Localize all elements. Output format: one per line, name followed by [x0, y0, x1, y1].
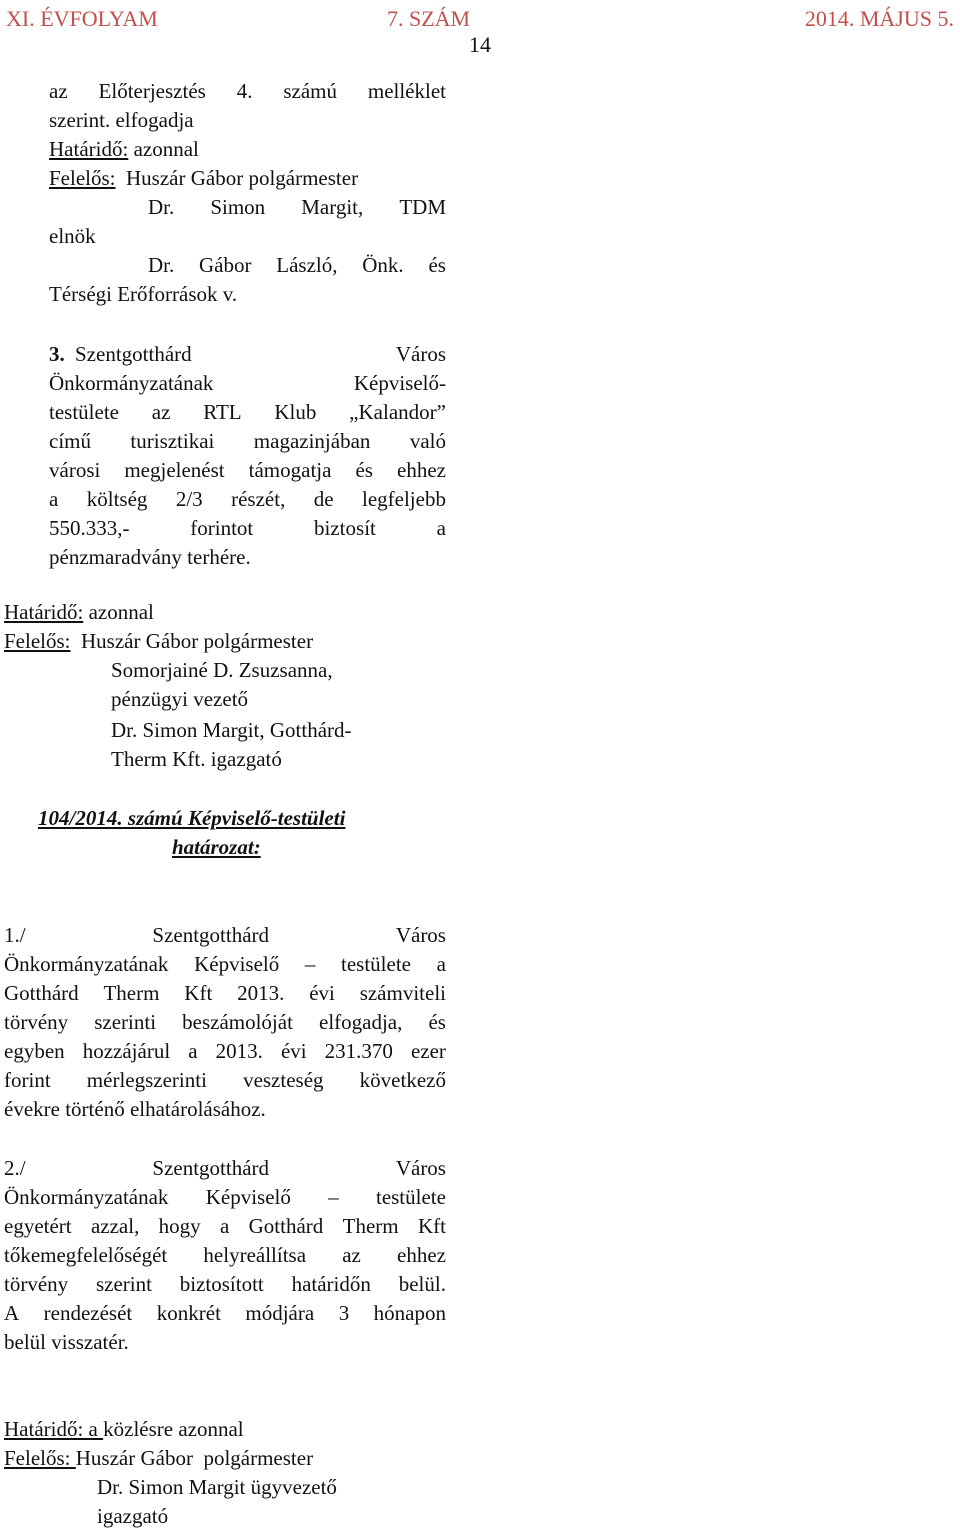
word: TDM — [399, 195, 446, 219]
block2-line-2 — [49, 369, 446, 398]
date-label: 2014. MÁJUS 5. — [804, 6, 954, 31]
word: turisztikai — [130, 429, 215, 453]
block1-resp-line-2 — [148, 193, 446, 222]
word: Therm — [103, 981, 160, 1005]
word: elfogadja, — [319, 1010, 403, 1034]
responsible-label: Felelős: — [4, 629, 71, 653]
para2-line-5 — [4, 1270, 446, 1299]
word: 2013. — [237, 981, 285, 1005]
deadline-label: Határidő: — [4, 600, 84, 624]
para1-line-3 — [4, 979, 446, 1008]
word: ehhez — [397, 458, 446, 482]
word: rendezését — [43, 1301, 133, 1325]
deadline-value: közlésre azonnal — [103, 1417, 244, 1441]
block1-resp-line-3: elnök — [49, 224, 96, 248]
para2-line-6 — [4, 1299, 446, 1328]
para2-line-7: belül visszatér. — [4, 1330, 129, 1354]
word: való — [409, 429, 446, 453]
word: szerinti — [94, 1010, 157, 1034]
word: határidőn — [291, 1272, 371, 1296]
word: 2/3 — [175, 487, 203, 511]
word: mérlegszerinti — [86, 1068, 207, 1092]
word: Képviselő — [194, 952, 280, 976]
block2-line-1 — [75, 340, 446, 369]
word: egyben — [4, 1039, 65, 1063]
word: az — [151, 400, 171, 424]
word: Margit, — [301, 195, 364, 219]
word: a — [436, 952, 446, 976]
footer-resp-extra-1: Dr. Simon Margit ügyvezető — [97, 1475, 337, 1499]
word: – — [304, 952, 316, 976]
word: törvény — [4, 1010, 69, 1034]
word: számviteli — [359, 981, 446, 1005]
resolution-heading: 104/2014. számú Képviselő-testületi — [38, 806, 346, 830]
footer-responsible — [4, 1444, 446, 1473]
para1-line-5 — [4, 1037, 446, 1066]
word: belül. — [398, 1272, 446, 1296]
word: Előterjesztés — [98, 79, 206, 103]
responsible-value: Huszár Gábor polgármester — [70, 629, 314, 653]
word: és — [428, 253, 446, 277]
word: költség — [86, 487, 148, 511]
deadline-value: azonnal — [128, 137, 199, 161]
word: RTL — [203, 400, 242, 424]
block2-line-8: pénzmaradvány terhére. — [49, 545, 251, 569]
para2-line-1 — [4, 1154, 446, 1183]
word: hozzájárul — [82, 1039, 171, 1063]
block2-line-7 — [49, 514, 446, 543]
word: veszteség — [243, 1068, 324, 1092]
para2-line-3 — [4, 1212, 446, 1241]
word: Gotthárd — [4, 981, 79, 1005]
word: 2013. — [215, 1039, 263, 1063]
page-number: 14 — [469, 32, 491, 57]
word: ezer — [410, 1039, 446, 1063]
issue-label: 7. SZÁM — [387, 6, 471, 31]
para1-line-4 — [4, 1008, 446, 1037]
word: – — [328, 1185, 339, 1209]
para1-line-7: évekre történő elhatárolásához. — [4, 1097, 266, 1121]
responsible-value: Huszár Gábor polgármester — [115, 166, 359, 190]
word: testülete — [341, 952, 411, 976]
word: forintot — [190, 516, 254, 540]
word: testülete — [375, 1185, 446, 1209]
block2-resp-extra-1: Somorjainé D. Zsuzsanna, — [111, 658, 333, 682]
word: a — [49, 487, 59, 511]
page-header — [0, 2, 960, 32]
word: című — [49, 429, 91, 453]
word: 1./ — [4, 923, 26, 947]
word: a — [188, 1039, 198, 1063]
word: évi — [280, 1039, 307, 1063]
word: Szentgotthárd — [75, 342, 192, 366]
word: Szentgotthárd — [152, 923, 270, 947]
word: 550.333,- — [49, 516, 130, 540]
word: hónapon — [373, 1301, 446, 1325]
word: Therm — [342, 1214, 399, 1238]
block2-line-6 — [49, 485, 446, 514]
word: 2./ — [4, 1156, 26, 1180]
block1-responsible — [49, 164, 446, 193]
block2-line-3 — [49, 398, 446, 427]
word: Város — [395, 923, 446, 947]
word: Szentgotthárd — [152, 1156, 270, 1180]
word: Város — [395, 342, 446, 366]
para2-line-2 — [4, 1183, 446, 1212]
word: forint — [4, 1068, 51, 1092]
word: helyreállítsa — [203, 1243, 307, 1267]
block2-resp-extra-3: Dr. Simon Margit, Gotthárd- — [111, 718, 352, 742]
block2-deadline — [4, 598, 446, 627]
word: részét, — [231, 487, 286, 511]
word: Önkormányzatának — [4, 1185, 169, 1209]
block1-line-2: szerint. elfogadja — [49, 108, 194, 132]
word: Kft — [184, 981, 213, 1005]
block1-line-1 — [49, 77, 446, 106]
resolution-heading-line-2: határozat: — [172, 835, 261, 859]
deadline-value: azonnal — [83, 600, 154, 624]
word: A — [4, 1301, 20, 1325]
block1-deadline — [49, 135, 446, 164]
block2-line-5 — [49, 456, 446, 485]
word: Képviselő — [205, 1185, 291, 1209]
responsible-label: Felelős: — [49, 166, 116, 190]
volume-label: XI. ÉVFOLYAM — [6, 6, 158, 31]
word: évi — [309, 981, 335, 1005]
word: de — [313, 487, 334, 511]
block2-line-4 — [49, 427, 446, 456]
deadline-label: Határidő: — [49, 137, 129, 161]
word: melléklet — [367, 79, 446, 103]
word: Gotthárd — [248, 1214, 324, 1238]
block1-resp-line-4 — [148, 251, 446, 280]
word: Képviselő- — [353, 371, 446, 395]
word: az — [49, 79, 68, 103]
responsible-label: Felelős: — [4, 1446, 76, 1470]
word: Gábor — [199, 253, 252, 277]
word: 3 — [338, 1301, 350, 1325]
word: a — [436, 516, 446, 540]
para1-line-2 — [4, 950, 446, 979]
word: Önk. — [362, 253, 404, 277]
word: a — [219, 1214, 230, 1238]
word: módjára — [245, 1301, 315, 1325]
word: Klub — [274, 400, 317, 424]
word: tőkemegfelelőségét — [4, 1243, 168, 1267]
word: Önkormányzatának — [49, 371, 214, 395]
word: törvény — [4, 1272, 69, 1296]
word: és — [355, 458, 373, 482]
word: és — [428, 1010, 446, 1034]
word: szerint — [95, 1272, 152, 1296]
word: „Kalandor” — [349, 400, 446, 424]
item-number: 3. — [49, 342, 65, 366]
word: támogatja — [248, 458, 332, 482]
footer-deadline — [4, 1415, 446, 1444]
deadline-label: Határidő: a — [4, 1417, 104, 1441]
word: legfeljebb — [362, 487, 446, 511]
word: biztosít — [314, 516, 376, 540]
para2-line-4 — [4, 1241, 446, 1270]
word: városi — [49, 458, 101, 482]
footer-resp-extra-2: igazgató — [97, 1504, 169, 1528]
word: biztosított — [179, 1272, 264, 1296]
word: Kft — [417, 1214, 446, 1238]
para1-line-6 — [4, 1066, 446, 1095]
word: egyetért — [4, 1214, 72, 1238]
word: 231.370 — [324, 1039, 393, 1063]
word: ehhez — [397, 1243, 446, 1267]
word: hogy — [158, 1214, 201, 1238]
word: testülete — [49, 400, 119, 424]
word: számú — [283, 79, 337, 103]
word: megjelenést — [124, 458, 225, 482]
block2-resp-extra-2: pénzügyi vezető — [111, 687, 249, 711]
word: beszámolóját — [182, 1010, 293, 1034]
word: az — [342, 1243, 361, 1267]
block1-resp-line-5: Térségi Erőforrások v. — [49, 282, 238, 306]
word: azzal, — [90, 1214, 140, 1238]
word: Dr. — [148, 253, 175, 277]
block2-responsible — [4, 627, 446, 656]
block2-resp-extra-4: Therm Kft. igazgató — [111, 747, 282, 771]
word: Város — [395, 1156, 446, 1180]
word: Önkormányzatának — [4, 952, 169, 976]
word: következő — [359, 1068, 446, 1092]
responsible-value: Huszár Gábor polgármester — [75, 1446, 314, 1470]
word: Dr. — [148, 195, 175, 219]
word: Simon — [210, 195, 266, 219]
para1-line-1 — [4, 921, 446, 950]
word: magazinjában — [253, 429, 371, 453]
word: konkrét — [156, 1301, 221, 1325]
word: László, — [276, 253, 338, 277]
word: 4. — [236, 79, 253, 103]
